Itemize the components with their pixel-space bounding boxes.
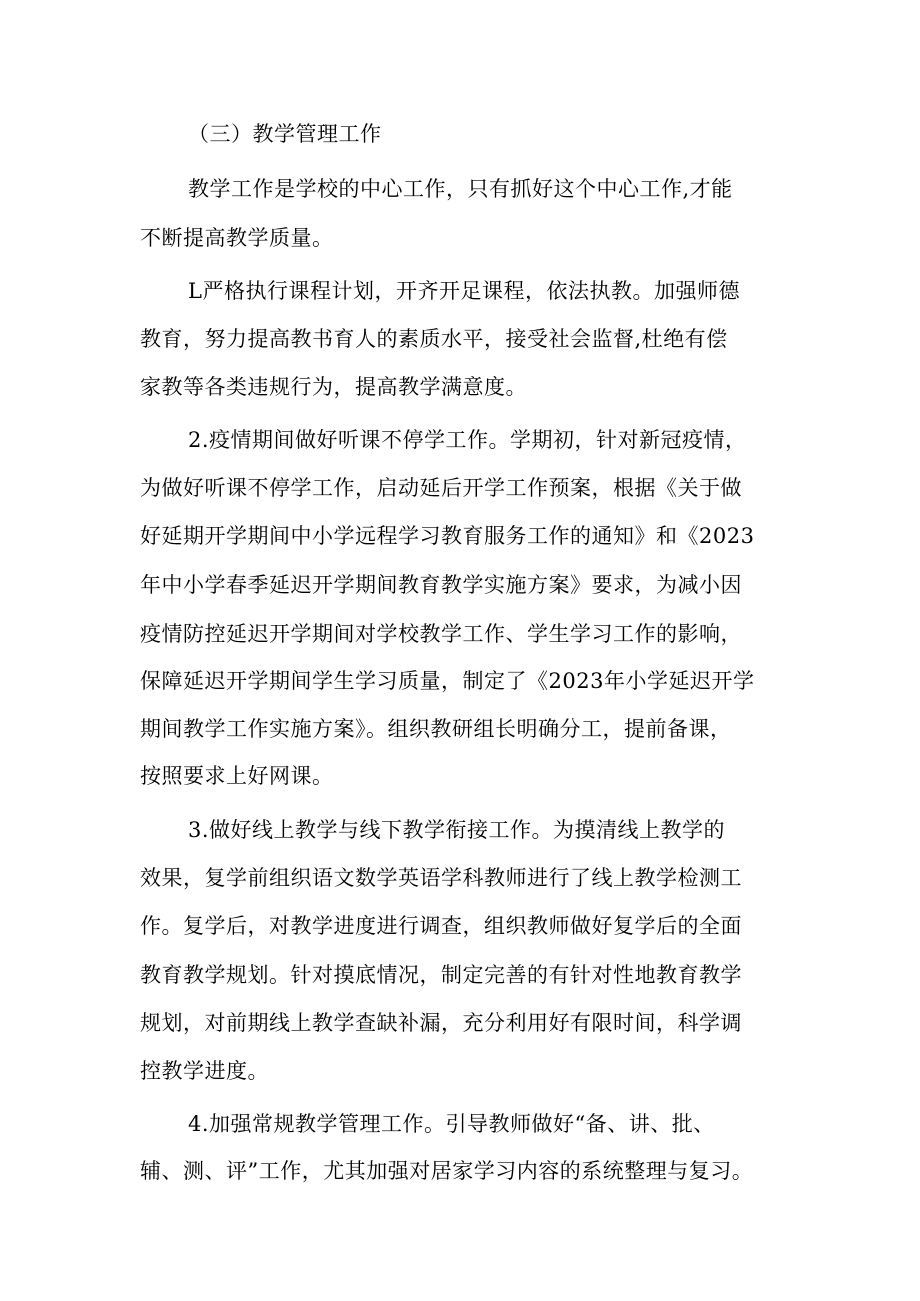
paragraph-line: 作。复学后，对教学进度进行调查，组织教师做好复学后的全面 — [140, 914, 742, 938]
paragraph-line: 教育，努力提高教书育人的素质水平，接受社会监督,杜绝有偿 — [140, 327, 728, 351]
paragraph-line: 控教学进度。 — [140, 1059, 269, 1083]
paragraph-line: 效果，复学前组织语文数学英语学科教师进行了线上教学检测工 — [140, 866, 742, 890]
paragraph-line: L严格执行课程计划，开齐开足课程，依法执教。加强师德 — [188, 279, 740, 303]
paragraph-line: 教学工作是学校的中心工作，只有抓好这个中心工作,才能 — [188, 177, 733, 201]
paragraph-line: 不断提高教学质量。 — [140, 226, 334, 250]
paragraph-line: 教育教学规划。针对摸底情况，制定完善的有针对性地教育教学 — [140, 963, 742, 987]
paragraph-line: 2.疫情期间做好听课不停学工作。学期初，针对新冠疫情， — [188, 428, 747, 452]
paragraph-line: 规划，对前期线上教学查缺补漏，充分利用好有限时间，科学调 — [140, 1011, 742, 1035]
paragraph-line: 家教等各类违规行为，提高教学满意度。 — [140, 375, 527, 399]
paragraph-line: 疫情防控延迟开学期间对学校教学工作、学生学习工作的影响， — [140, 622, 742, 646]
paragraph-line: 为做好听课不停学工作，启动延后开学工作预案，根据《关于做 — [140, 476, 742, 500]
paragraph-line: 期间教学工作实施方案》。组织教研组长明确分工，提前备课， — [140, 717, 732, 741]
paragraph-line: 4.加强常规教学管理工作。引导教师做好“备、讲、批、 — [188, 1112, 715, 1136]
paragraph-line: 按照要求上好网课。 — [140, 764, 334, 788]
section-heading: （三）教学管理工作 — [188, 122, 382, 146]
paragraph-line: 保障延迟开学期间学生学习质量，制定了《2023年小学延迟开学 — [140, 669, 755, 693]
paragraph-line: 年中小学春季延迟开学期间教育教学实施方案》要求，为减小因 — [140, 573, 742, 597]
paragraph-line: 3.做好线上教学与线下教学衔接工作。为摸清线上教学的 — [188, 818, 726, 842]
paragraph-line: 辅、测、评”工作，尤其加强对居家学习内容的系统整理与复习。 — [140, 1159, 754, 1183]
paragraph-line: 好延期开学期间中小学远程学习教育服务工作的通知》和《2023 — [140, 524, 755, 548]
